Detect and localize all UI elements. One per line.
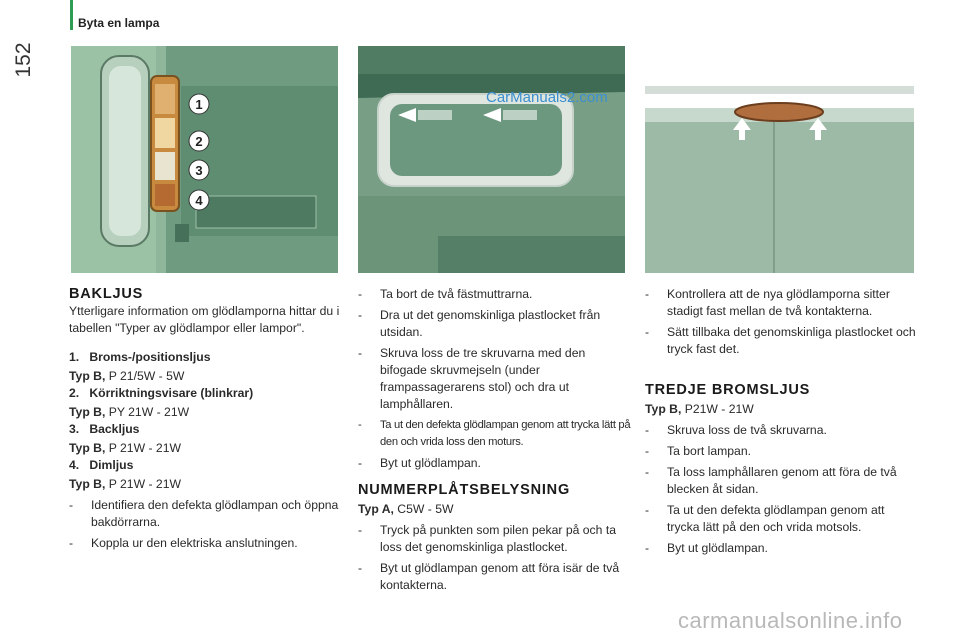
callout-3	[189, 160, 209, 180]
page-number: 152	[12, 42, 35, 78]
step-item: - Koppla ur den elektriska anslutningen.	[69, 536, 298, 550]
step-item: - Skruva loss de två skruvarna.	[645, 423, 827, 437]
callout-4-label: 4	[195, 193, 203, 208]
step-item: - Sätt tillbaka det genomskinliga plastlocket och tryck fast det.	[645, 325, 916, 356]
item-4-title: 4. Dimljus	[69, 458, 134, 472]
step-item: - Ta ut den defekta glödlampan genom att trycka lätt på den och vrida loss den moturs.	[358, 419, 631, 448]
callout-1	[189, 94, 209, 114]
callout-2-label: 2	[195, 134, 203, 149]
step-item: - Byt ut glödlampan.	[358, 456, 481, 470]
item-4-type: Typ B, P 21W - 21W	[69, 477, 181, 491]
plate-light-type: Typ A, C5W - 5W	[358, 502, 454, 516]
watermark-top: CarManuals2.com	[486, 89, 608, 106]
column-third-brake-light	[645, 286, 917, 557]
item-2-type: Typ B, PY 21W - 21W	[69, 405, 190, 419]
step-item: - Skruva loss de tre skruvarna med den bifogade skruvmejseln (under frampassagerarens stol) och dra ut lamphållaren.	[358, 346, 586, 411]
step-item: - Ta bort de två fästmuttrarna.	[358, 287, 533, 301]
callout-2	[189, 131, 209, 151]
step-item: - Ta bort lampan.	[645, 444, 752, 458]
step-item: - Ta loss lamphållaren genom att föra de två blecken åt sidan.	[645, 465, 897, 496]
step-item: - Dra ut det genomskinliga plastlocket från utsidan.	[358, 308, 601, 339]
heading-tredje-bromsljus: TREDJE BROMSLJUS	[645, 382, 811, 398]
step-item: - Byt ut glödlampan.	[645, 541, 768, 555]
third-brake-light-figure	[645, 46, 914, 273]
column-removal-and-plate	[358, 286, 634, 594]
step-item: - Byt ut glödlampan genom att föra isär de två kontakterna.	[358, 561, 620, 592]
header-accent-bar	[70, 0, 73, 30]
watermark-bottom: carmanualsonline.info	[678, 608, 903, 633]
number-plate-light-figure	[358, 46, 625, 273]
intro-text: Ytterligare information om glödlamporna hittar du i tabellen "Typer av glödlampor eller lampor".	[69, 304, 340, 335]
callout-4	[189, 190, 209, 210]
heading-bakljus: BAKLJUS	[69, 286, 144, 302]
item-2-title: 2. Körriktningsvisare (blinkrar)	[69, 386, 254, 400]
heading-nummerplatsbelysning: NUMMERPLÅTSBELYSNING	[358, 482, 571, 498]
step-item: - Tryck på punkten som pilen pekar på och ta loss det genomskinliga plastlocket.	[358, 523, 616, 554]
step-item: - Kontrollera att de nya glödlamporna sitter stadigt fast mellan de två kontakterna.	[645, 287, 890, 318]
item-1-type: Typ B, P 21/5W - 5W	[69, 369, 185, 383]
section-title: Byta en lampa	[78, 16, 160, 30]
column-rear-lights	[69, 286, 345, 552]
brake-light-type: Typ B, P21W - 21W	[645, 402, 754, 416]
step-item: - Ta ut den defekta glödlampan genom att trycka lätt på den och vrida motsols.	[645, 503, 885, 534]
item-1-title: 1. Broms-/positionsljus	[69, 350, 211, 364]
callout-1-label: 1	[195, 97, 203, 112]
item-3-type: Typ B, P 21W - 21W	[69, 441, 181, 455]
rear-lamp-figure	[71, 46, 338, 273]
item-3-title: 3. Backljus	[69, 422, 140, 436]
callout-3-label: 3	[195, 163, 203, 178]
step-item: - Identifiera den defekta glödlampan och öppna bakdörrarna.	[69, 498, 339, 529]
